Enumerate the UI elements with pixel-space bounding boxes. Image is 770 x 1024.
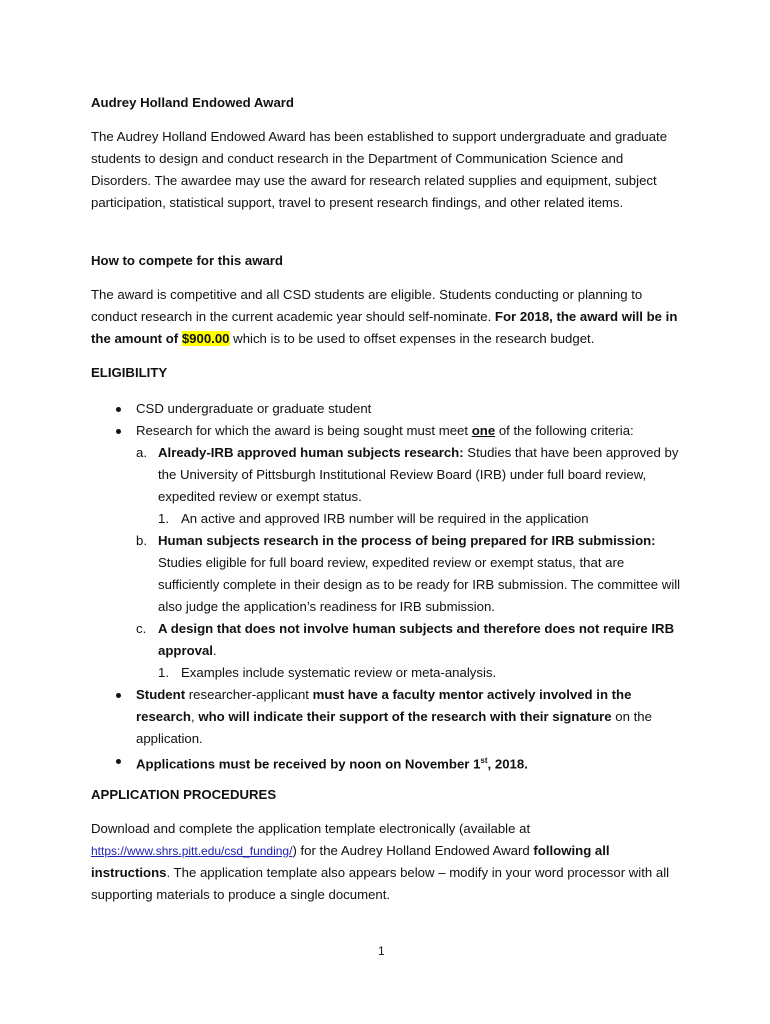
bullet-marker	[116, 407, 121, 412]
application-text-2: ) for the Audrey Holland Endowed Award	[292, 843, 534, 858]
mentor-student-label: Student	[136, 687, 186, 702]
application-instructions-emphasis: following all instructions	[91, 843, 610, 880]
criteria-a-title: Already-IRB approved human subjects research:	[158, 445, 464, 460]
application-template-link[interactable]: https://www.shrs.pitt.edu/csd_funding/	[91, 844, 293, 858]
eligibility-item-mentor	[91, 684, 681, 750]
eligibility-item-deadline	[91, 750, 681, 775]
bullet-marker	[116, 759, 121, 764]
mentor-requirement: must have a faculty mentor actively involved in the research	[136, 687, 632, 724]
criteria-item-c	[136, 618, 681, 684]
eligibility-student-text: CSD undergraduate or graduate student	[136, 401, 372, 416]
application-procedures-heading: APPLICATION PROCEDURES	[91, 787, 277, 802]
criteria-b-title: Human subjects research in the process of being prepared for IRB submission:	[158, 533, 656, 548]
criteria-c-title: A design that does not involve human subjects and therefore does not require IRB approval	[158, 621, 675, 658]
award-amount-highlight: $900.00	[181, 331, 230, 346]
how-to-compete-heading: How to compete for this award	[91, 253, 283, 268]
application-procedures-paragraph	[91, 818, 681, 906]
criteria-intro-text: Research for which the award is being sought must meet	[136, 423, 472, 438]
how-to-compete-paragraph	[91, 284, 681, 350]
mentor-text-1: researcher-applicant	[185, 687, 313, 702]
criteria-a-sub-marker: 1.	[158, 511, 169, 526]
criteria-c-sublist	[158, 662, 681, 684]
document-title: Audrey Holland Endowed Award	[91, 95, 294, 110]
page-number: 1	[378, 944, 385, 958]
award-budget-text: which is to be used to offset expenses in the research budget.	[229, 331, 595, 346]
eligibility-list	[91, 398, 681, 775]
deadline-year: , 2018.	[487, 756, 528, 772]
criteria-a-sub-text: An active and approved IRB number will be required in the application	[181, 511, 589, 526]
criteria-b-text: Studies eligible for full board review, expedited review or exempt status, that are sufficiently complete in their design as to be ready for IRB submission. The committee will also judge the application’s readiness for IRB submission.	[158, 555, 681, 614]
application-text-1: Download and complete the application template electronically (available at	[91, 821, 531, 836]
deadline-ordinal: st	[480, 756, 488, 765]
eligibility-heading: ELIGIBILITY	[91, 365, 168, 380]
criteria-item-a	[136, 442, 681, 530]
criteria-list	[136, 442, 681, 684]
bullet-marker	[116, 429, 121, 434]
criteria-marker-a: a.	[136, 445, 147, 460]
mentor-signature-requirement: who will indicate their support of the research with their signature	[198, 709, 612, 724]
criteria-c-text: .	[212, 643, 217, 658]
mentor-text-3: on the application.	[136, 709, 652, 746]
criteria-a-text: Studies that have been approved by the University of Pittsburgh Institutional Review Board (IRB) under full board review, expedited review or exempt status.	[158, 445, 679, 504]
criteria-a-sublist	[158, 508, 681, 530]
criteria-marker-c: c.	[136, 621, 147, 636]
criteria-item-b	[136, 530, 681, 618]
application-text-3: . The application template also appears below – modify in your word processor with all supporting materials to produce a single document.	[91, 865, 670, 902]
how-to-compete-text: The award is competitive and all CSD students are eligible. Students conducting or planning to conduct research in the current academic year should self-nominate.	[91, 287, 643, 324]
deadline-text: Applications must be received by noon on November 1	[136, 756, 481, 772]
mentor-text-2: ,	[191, 709, 199, 724]
criteria-c-subitem	[158, 662, 681, 684]
award-amount-sentence: For 2018, the award will be in the amount of	[91, 309, 678, 346]
criteria-c-sub-marker: 1.	[158, 665, 169, 680]
bullet-marker	[116, 693, 121, 698]
intro-paragraph: The Audrey Holland Endowed Award has been established to support undergraduate and graduate students to design and conduct research in the Department of Communication Science and Disorders. The awardee may use the award for research related supplies and equipment, subject participation, statistical support, travel to present research findings, and other related items.	[91, 129, 668, 210]
eligibility-item-criteria	[91, 420, 681, 684]
criteria-intro-suffix: of the following criteria:	[495, 423, 634, 438]
criteria-marker-b: b.	[136, 533, 147, 548]
criteria-a-subitem	[158, 508, 681, 530]
criteria-c-sub-text: Examples include systematic review or meta-analysis.	[181, 665, 497, 680]
criteria-one-emphasis: one	[471, 423, 496, 438]
eligibility-item-student	[91, 398, 681, 420]
